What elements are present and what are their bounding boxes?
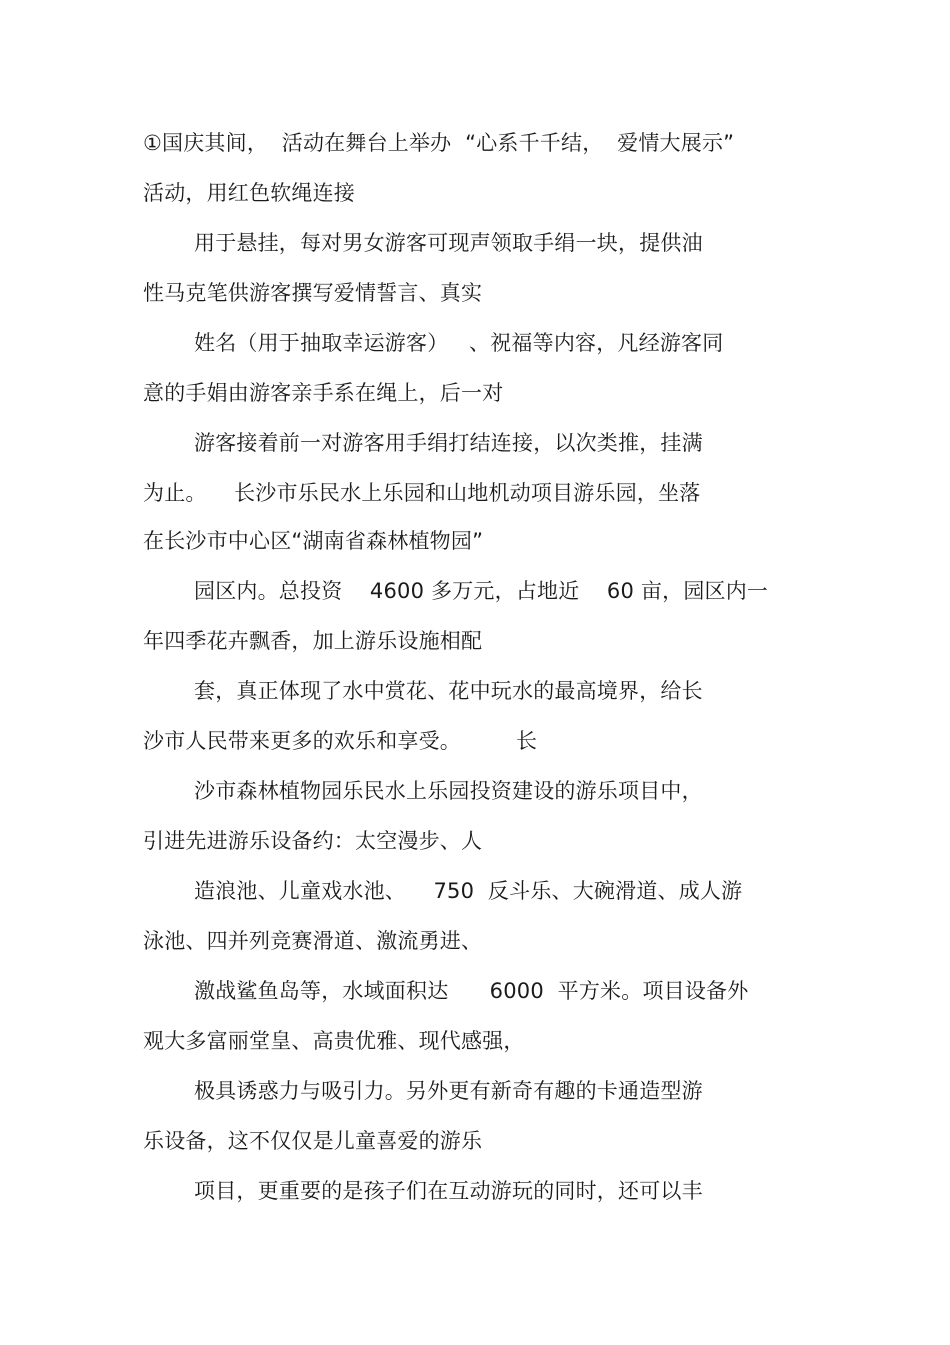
text-line: 年四季花卉飘香，加上游乐设施相配 <box>143 629 483 653</box>
text-line: 沙市森林植物园乐民水上乐园投资建设的游乐项目中， <box>194 779 703 803</box>
text-line: 泳池、四并列竞赛滑道、激流勇进、 <box>143 929 483 953</box>
text-line: 造浪池、儿童戏水池、 750 反斗乐、大碗滑道、成人游 <box>194 879 743 903</box>
text-line: 套，真正体现了水中赏花、花中玩水的最高境界，给长 <box>194 679 703 703</box>
text-line: 意的手娟由游客亲手系在绳上，后一对 <box>143 381 504 405</box>
text-line: 沙市人民带来更多的欢乐和享受。 长 <box>143 729 538 753</box>
text-line: 姓名（用于抽取幸运游客） 、祝福等内容，凡经游客同 <box>194 331 724 355</box>
text-line: 观大多富丽堂皇、高贵优雅、现代感强， <box>143 1029 525 1053</box>
text-line: 激战鲨鱼岛等，水域面积达 6000 平方米。项目设备外 <box>194 979 749 1003</box>
text-line: 用于悬挂，每对男女游客可现声领取手绢一块，提供油 <box>194 231 703 255</box>
text-line: 乐设备，这不仅仅是儿童喜爱的游乐 <box>143 1129 483 1153</box>
text-line: 引进先进游乐设备约：太空漫步、人 <box>143 829 483 853</box>
text-line: 性马克笔供游客撰写爱情誓言、真实 <box>143 281 483 305</box>
text-line: 在长沙市中心区“湖南省森林植物园” <box>143 529 484 553</box>
text-line: 活动，用红色软绳连接 <box>143 181 355 205</box>
text-line: 极具诱惑力与吸引力。另外更有新奇有趣的卡通造型游 <box>194 1079 703 1103</box>
text-line: ①国庆其间， 活动在舞台上举办 “心系千千结， 爱情大展示” <box>143 131 735 155</box>
text-line: 项目，更重要的是孩子们在互动游玩的同时，还可以丰 <box>194 1179 703 1203</box>
text-line: 游客接着前一对游客用手绢打结连接，以次类推，挂满 <box>194 431 703 455</box>
text-line: 园区内。总投资 4600 多万元，占地近 60 亩，园区内一 <box>194 579 769 603</box>
text-line: 为止。 长沙市乐民水上乐园和山地机动项目游乐园，坐落 <box>143 481 701 505</box>
